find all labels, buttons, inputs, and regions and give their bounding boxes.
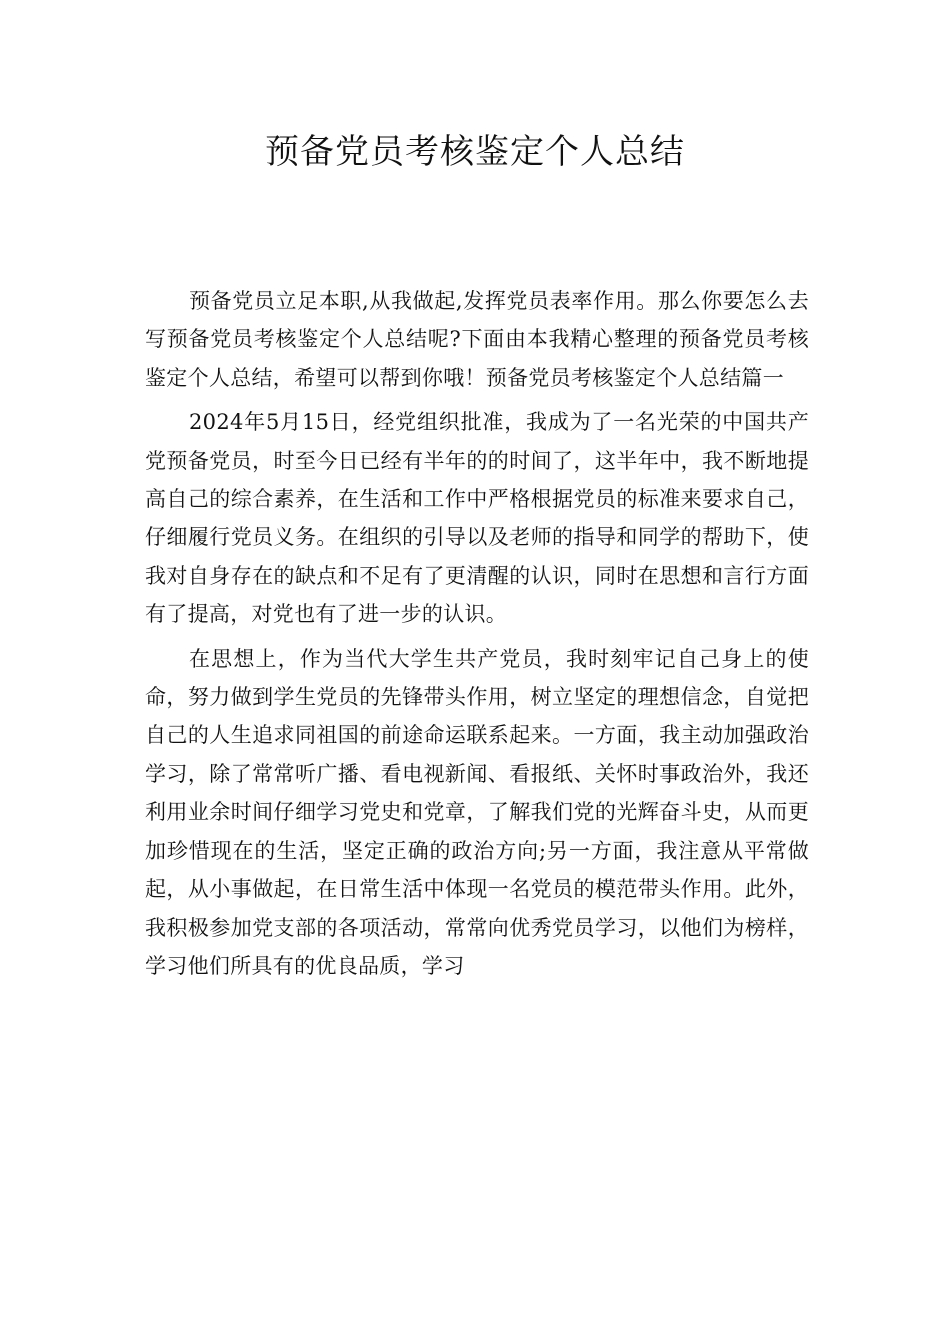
- paragraph-intro: 预备党员立足本职,从我做起,发挥党员表率作用。那么你要怎么去写预备党员考核鉴定个人总结呢?下面由本我精心整理的预备党员考核鉴定个人总结，希望可以帮到你哦！预备党员考核鉴定个人总结篇一: [145, 289, 809, 390]
- paragraph-membership: 2024年5月15日，经党组织批准，我成为了一名光荣的中国共产党预备党员，时至今日已经有半年的的时间了，这半年中，我不断地提高自己的综合素养，在生活和工作中严格根据党员的标准来要求自己，仔细履行党员义务。在组织的引导以及老师的指导和同学的帮助下，使我对自身存在的缺点和不足有了更清醒的认识，同时在思想和言行方面有了提高，对党也有了进一步的认识。: [145, 410, 809, 627]
- paragraph-ideology: 在思想上，作为当代大学生共产党员，我时刻牢记自己身上的使命，努力做到学生党员的先锋带头作用，树立坚定的理想信念，自觉把自己的人生追求同祖国的前途命运联系起来。一方面，我主动加强政治学习，除了常常听广播、看电视新闻、看报纸、关怀时事政治外，我还利用业余时间仔细学习党史和党章，了解我们党的光辉奋斗史，从而更加珍惜现在的生活，坚定正确的政治方向;另一方面，我注意从平常做起，从小事做起，在日常生活中体现一名党员的模范带头作用。此外，我积极参加党支部的各项活动，常常向优秀党员学习，以他们为榜样，学习他们所具有的优良品质，学习: [145, 646, 809, 978]
- document-title: 预备党员考核鉴定个人总结: [265, 132, 685, 172]
- document-body: [145, 282, 809, 991]
